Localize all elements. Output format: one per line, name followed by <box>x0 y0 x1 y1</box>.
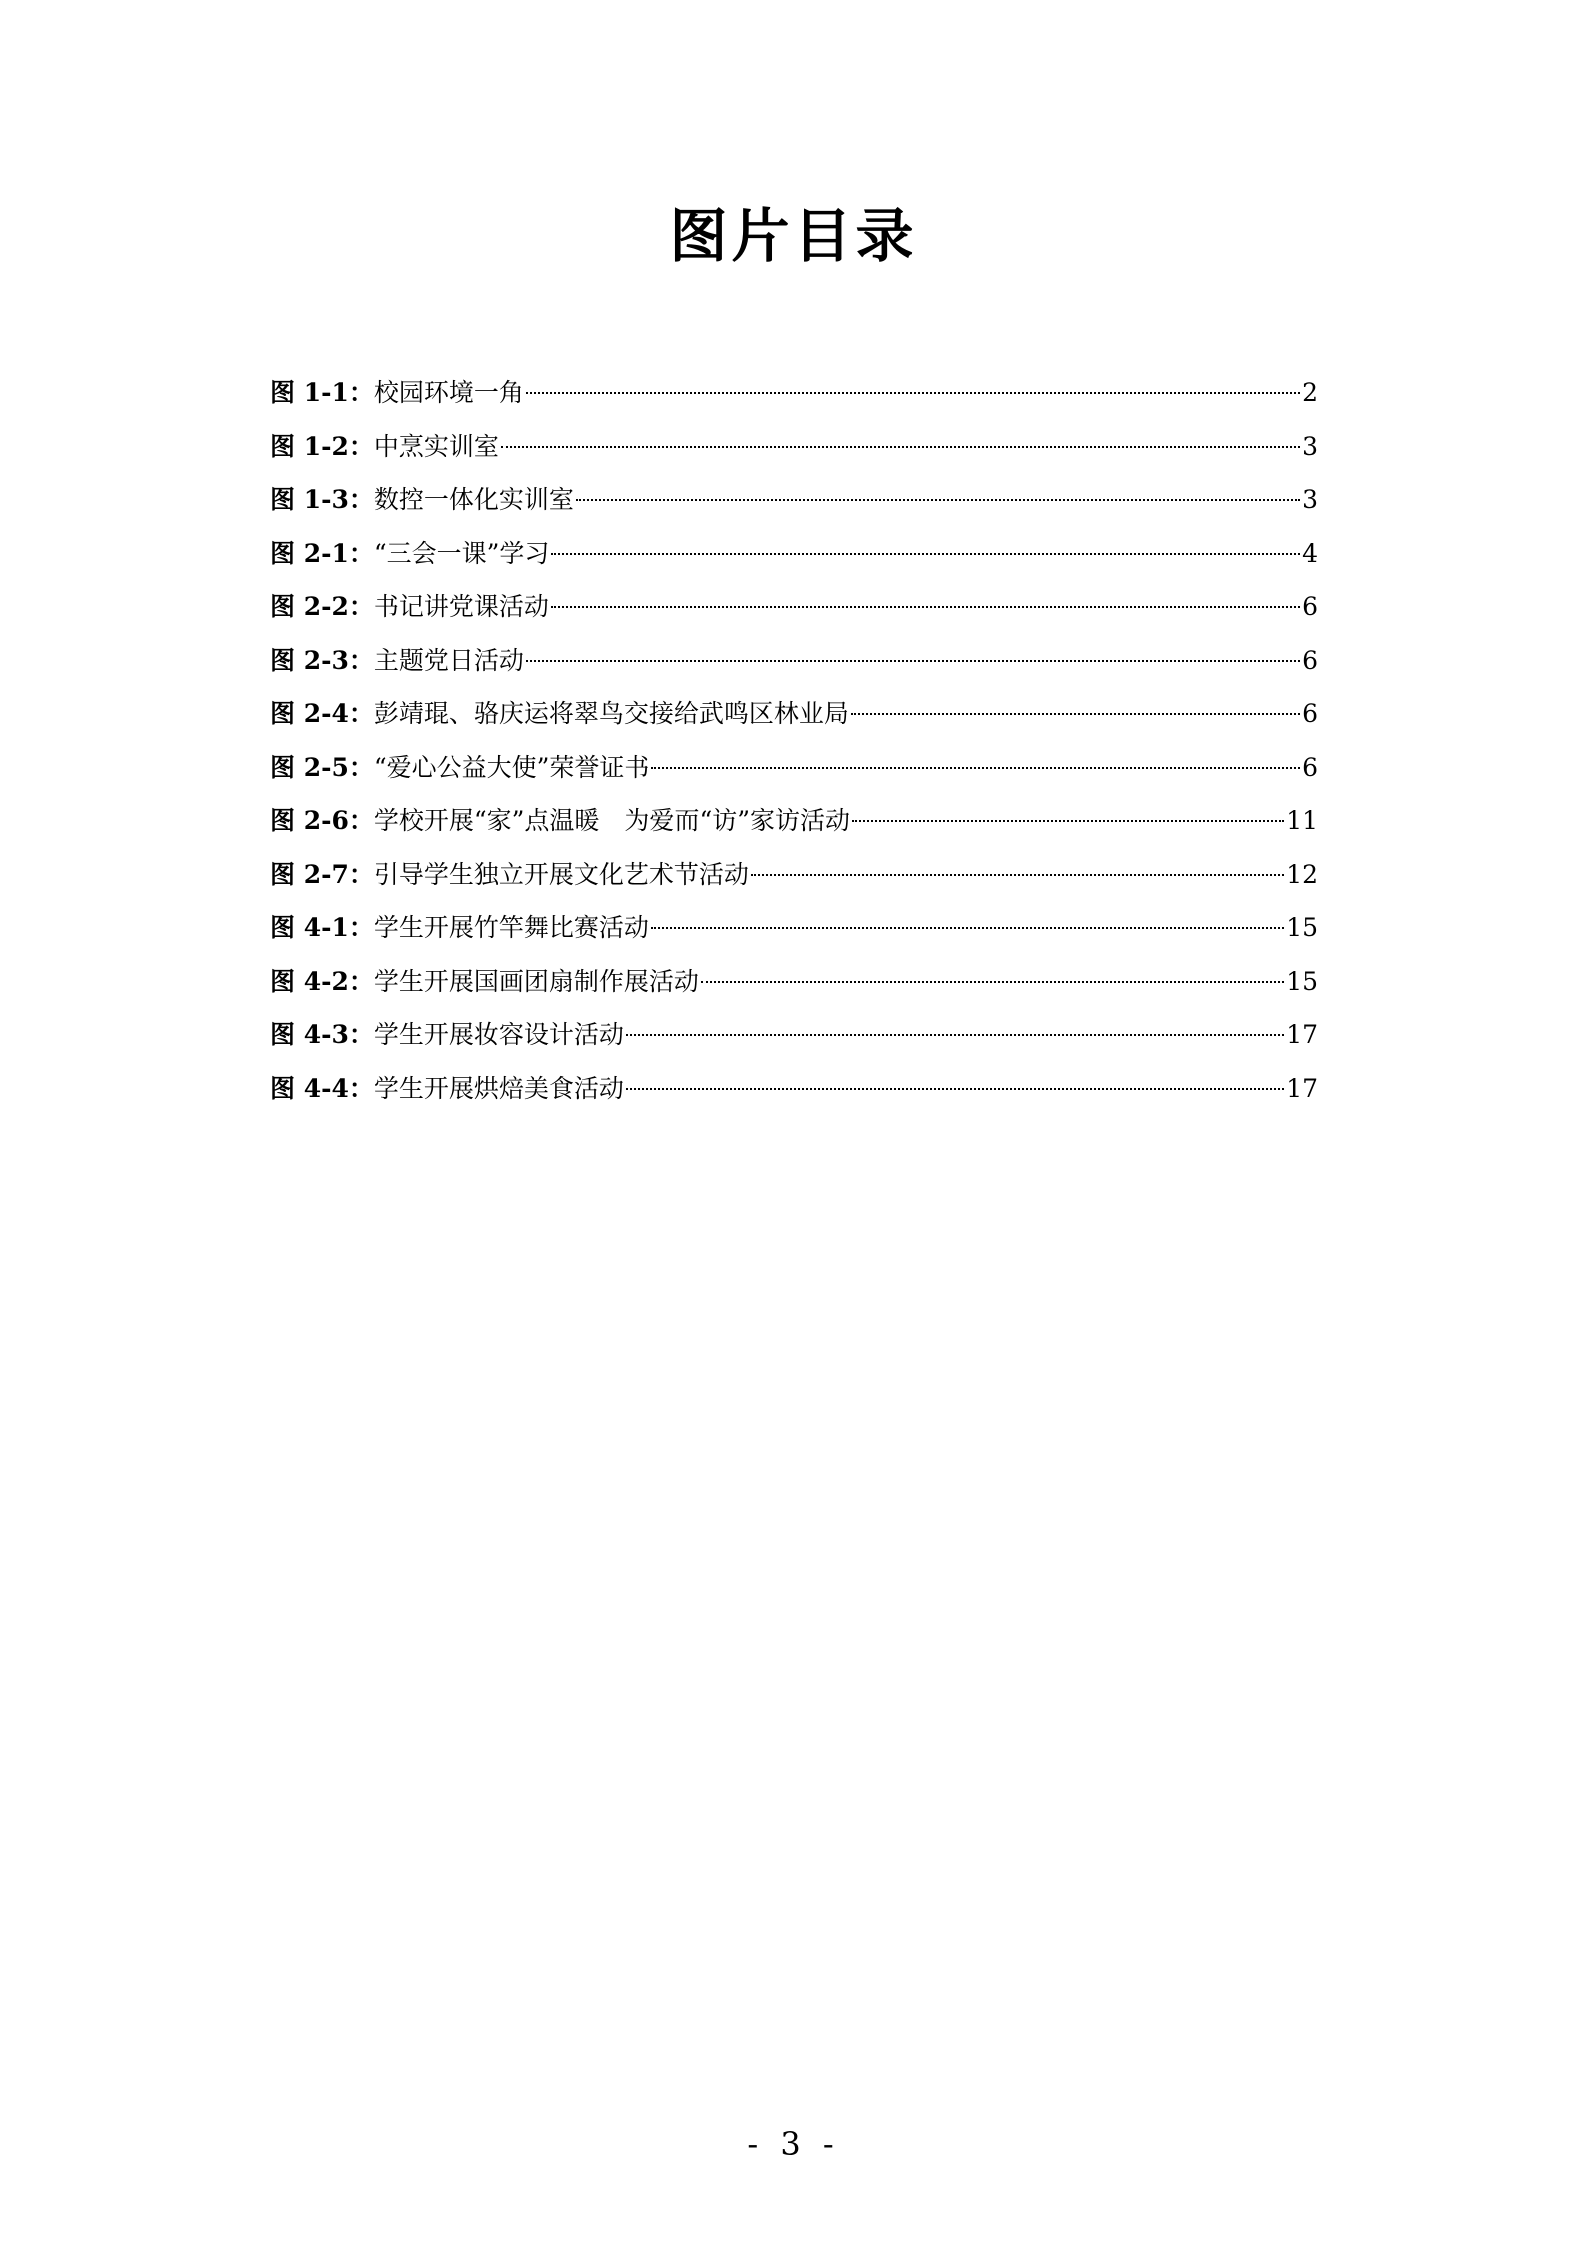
dot-leader <box>701 981 1284 983</box>
page-number: 3 <box>1302 485 1318 514</box>
dot-leader <box>551 606 1300 608</box>
figure-label: 图 4-1： <box>270 913 374 942</box>
page-number: 15 <box>1286 966 1318 996</box>
figure-label: 图 4-4： <box>270 1073 374 1103</box>
page-number: 6 <box>1302 699 1318 728</box>
figure-caption: 中烹实训室 <box>373 431 499 461</box>
toc-entry[interactable] <box>270 420 1318 474</box>
page-number: 2 <box>1302 378 1318 407</box>
dot-leader <box>651 767 1300 769</box>
page-number: 6 <box>1302 592 1318 621</box>
figure-caption: 学生开展妆容设计活动 <box>373 1020 624 1049</box>
toc-entry[interactable] <box>270 901 1318 955</box>
toc-entry[interactable] <box>270 527 1318 581</box>
toc-entry[interactable] <box>270 1008 1318 1062</box>
dot-leader <box>851 713 1300 715</box>
dot-leader <box>626 1088 1284 1090</box>
toc-entry[interactable] <box>270 366 1318 420</box>
figure-label: 图 2-2： <box>270 592 374 621</box>
toc-entry[interactable] <box>270 955 1318 1009</box>
figure-caption: 彭靖琨、骆庆运将翠鸟交接给武鸣区林业局 <box>373 699 849 728</box>
toc-entry[interactable] <box>270 473 1318 527</box>
dot-leader <box>626 1034 1284 1036</box>
figure-label: 图 4-3： <box>270 1020 374 1049</box>
dot-leader <box>526 660 1300 662</box>
figure-caption: 引导学生独立开展文化艺术节活动 <box>373 859 749 889</box>
figure-caption: 学校开展“家”点温暖 为爱而“访”家访活动 <box>373 806 850 835</box>
figure-label: 图 2-1： <box>270 538 374 568</box>
dot-leader <box>576 499 1300 501</box>
figure-caption: 学生开展国画团扇制作展活动 <box>373 966 699 996</box>
toc-entry[interactable] <box>270 634 1318 688</box>
figure-label: 图 2-4： <box>270 699 374 728</box>
toc-entry[interactable] <box>270 1062 1318 1116</box>
dot-leader <box>526 392 1300 394</box>
figure-caption: 学生开展竹竿舞比赛活动 <box>373 913 649 942</box>
dot-leader <box>852 820 1284 822</box>
toc-entry[interactable] <box>270 794 1318 848</box>
figure-label: 图 2-5： <box>270 752 374 782</box>
figure-caption: “三会一课”学习 <box>373 538 550 568</box>
figure-label: 图 2-3： <box>270 645 374 675</box>
dot-leader <box>651 927 1284 929</box>
page-number: 17 <box>1286 1020 1318 1049</box>
page-title: 图片目录 <box>669 202 918 270</box>
page-number: 3 <box>1302 431 1318 461</box>
toc-entry[interactable] <box>270 848 1318 902</box>
figure-label: 图 1-1： <box>270 378 374 407</box>
toc-entry[interactable] <box>270 580 1318 634</box>
toc-entry[interactable] <box>270 687 1318 741</box>
page-number: 4 <box>1302 538 1318 568</box>
figure-label: 图 2-6： <box>270 806 374 835</box>
figure-label: 图 2-7： <box>270 859 374 889</box>
figure-caption: 数控一体化实训室 <box>373 485 574 514</box>
figure-caption: 学生开展烘焙美食活动 <box>373 1073 624 1103</box>
page-number: 11 <box>1286 806 1318 835</box>
figure-label: 图 4-2： <box>270 966 374 996</box>
page-footer-number: - 3 - <box>747 2125 840 2163</box>
dot-leader <box>501 446 1300 448</box>
figure-caption: “爱心公益大使”荣誉证书 <box>373 752 650 782</box>
figure-caption: 主题党日活动 <box>373 645 524 675</box>
figure-label: 图 1-3： <box>270 485 374 514</box>
dot-leader <box>551 553 1300 555</box>
page-number: 15 <box>1286 913 1318 942</box>
figure-label: 图 1-2： <box>270 431 374 461</box>
dot-leader <box>751 874 1284 876</box>
page-number: 17 <box>1286 1073 1318 1103</box>
figure-table-of-contents <box>270 366 1318 1115</box>
figure-caption: 校园环境一角 <box>373 378 524 407</box>
page-number: 12 <box>1286 859 1318 889</box>
page-number: 6 <box>1302 645 1318 675</box>
figure-caption: 书记讲党课活动 <box>373 592 549 621</box>
page-number: 6 <box>1302 752 1318 782</box>
toc-entry[interactable] <box>270 741 1318 795</box>
